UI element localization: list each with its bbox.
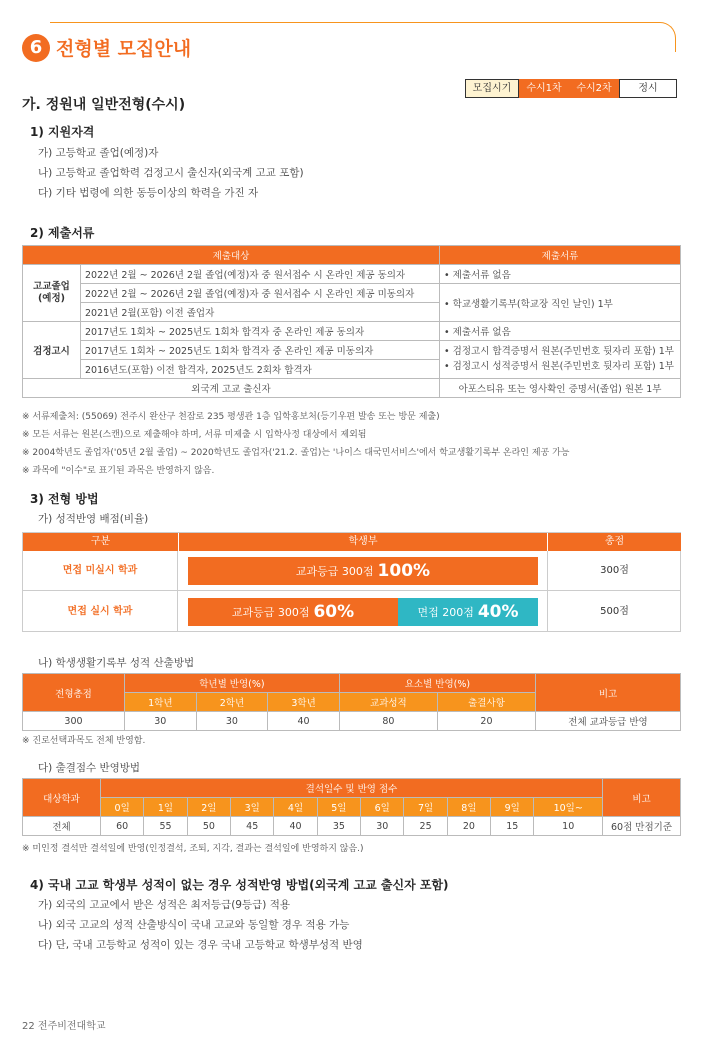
bar-label: 교과등급 300점	[295, 565, 374, 578]
table-header: 2학년	[196, 693, 268, 712]
bar-percent: 100%	[377, 561, 431, 581]
tab-early-1[interactable]: 수시1차	[519, 79, 569, 98]
doc-line: • 검정고시 합격증명서 원본(주민번호 뒷자리 포함) 1부	[444, 346, 674, 358]
table-cell: 10	[534, 817, 603, 836]
table-cell: 2017년도 1회차 ~ 2025년도 1회차 합격자 중 온라인 제공 동의자	[81, 322, 440, 341]
table-cell: 60	[101, 817, 144, 836]
table-cell: 외국계 고교 출신자	[23, 379, 440, 398]
table-cell: 80	[339, 712, 437, 731]
doc-line: • 검정고시 성적증명서 원본(주민번호 뒷자리 포함) 1부	[444, 360, 674, 372]
alloc-header: 학생부	[179, 533, 547, 551]
table-header: 10일~	[534, 798, 603, 817]
table-cell: • 제출서류 없음	[440, 322, 681, 341]
row-label: 면접 실시 학과	[23, 591, 178, 632]
subsection-title: 가) 성적반영 배점(비율)	[38, 513, 149, 525]
table-cell: 55	[144, 817, 187, 836]
note: ※ 모든 서류는 원본(스캔)으로 제출해야 하며, 서류 미제출 시 입학사정 대상에서 제외됨	[22, 430, 367, 440]
table-cell: 30	[125, 712, 197, 731]
score-bar	[188, 598, 398, 626]
group-label: 검정고시	[23, 322, 81, 379]
table-header: 대상학과	[23, 779, 101, 817]
score-bar	[188, 557, 538, 585]
table-cell: 전체 교과등급 반영	[536, 712, 681, 731]
table-cell: • 학교생활기록부(학교장 직인 날인) 1부	[440, 284, 681, 322]
attendance-table	[22, 778, 681, 836]
documents-table	[22, 245, 681, 398]
method-title: 3) 전형 방법	[30, 492, 99, 506]
no-record-item: 나) 외국 고교의 성적 산출방식이 국내 고교와 동일할 경우 적용 가능	[38, 919, 350, 931]
table-cell: 15	[491, 817, 534, 836]
table-header: 7일	[404, 798, 447, 817]
table-cell: 2022년 2월 ~ 2026년 2월 졸업(예정)자 중 원서접수 시 온라인 제공 동의자	[81, 265, 440, 284]
calc-table	[22, 673, 681, 731]
row-total: 300점	[548, 551, 681, 591]
group-label: 고교졸업 (예정)	[23, 265, 81, 322]
table-cell: 2016년도(포함) 이전 합격자, 2025년도 2회차 합격자	[81, 360, 440, 379]
table-cell: 30	[361, 817, 404, 836]
table-header: 2일	[187, 798, 230, 817]
table-header: 비고	[536, 674, 681, 712]
row-label: 면접 미실시 학과	[23, 551, 178, 591]
table-header: 9일	[491, 798, 534, 817]
eligibility-title: 1) 지원자격	[30, 125, 95, 139]
table-header: 1학년	[125, 693, 197, 712]
table-cell: 25	[404, 817, 447, 836]
no-record-item: 가) 외국의 고교에서 받은 성적은 최저등급(9등급) 적용	[38, 899, 290, 911]
bar-percent: 40%	[477, 602, 519, 622]
table-cell: • 제출서류 없음	[440, 265, 681, 284]
table-cell: 20	[447, 817, 490, 836]
table-cell: 전체	[23, 817, 101, 836]
period-tabs	[465, 79, 677, 98]
bar-label: 교과등급 300점	[231, 606, 310, 619]
table-cell: 50	[187, 817, 230, 836]
table-cell: 아포스티유 또는 영사확인 증명서(졸업) 원본 1부	[440, 379, 681, 398]
table-header: 1일	[144, 798, 187, 817]
subsection-title: 다) 출결점수 반영방법	[38, 762, 141, 774]
no-record-title: 4) 국내 고교 학생부 성적이 없는 경우 성적반영 방법(외국계 고교 출신자 포함)	[30, 878, 449, 892]
eligibility-item: 나) 고등학교 졸업학력 검정고시 출신자(외국계 고교 포함)	[38, 167, 304, 179]
table-header: 3일	[231, 798, 274, 817]
table-header: 요소별 반영(%)	[339, 674, 535, 693]
table-cell: 300	[23, 712, 125, 731]
table-cell: 2021년 2월(포함) 이전 졸업자	[81, 303, 440, 322]
tab-period[interactable]: 모집시기	[465, 79, 519, 98]
table-header: 학년별 반영(%)	[125, 674, 340, 693]
documents-title: 2) 제출서류	[30, 226, 95, 240]
table-header: 6일	[361, 798, 404, 817]
eligibility-item: 가) 고등학교 졸업(예정)자	[38, 147, 159, 159]
table-header: 비고	[603, 779, 681, 817]
note: ※ 진로선택과목도 전체 반영함.	[22, 736, 146, 746]
table-header: 제출서류	[440, 246, 681, 265]
table-header: 8일	[447, 798, 490, 817]
bar-cell	[178, 591, 548, 632]
tab-regular[interactable]: 정시	[619, 79, 677, 98]
table-header: 제출대상	[23, 246, 440, 265]
note: ※ 2004학년도 졸업자('05년 2월 졸업) ~ 2020학년도 졸업자('21.2. 졸업)는 '나이스 대국민서비스'에서 학교생활기록부 온라인 제공 가능	[22, 448, 570, 458]
section-title: 전형별 모집안내	[56, 34, 197, 61]
bar-label: 면접 200점	[417, 606, 474, 619]
table-cell: 20	[437, 712, 535, 731]
row-total: 500점	[600, 606, 629, 617]
page-footer: 22 전주비전대학교	[22, 1021, 106, 1032]
table-header: 0일	[101, 798, 144, 817]
table-cell: 30	[196, 712, 268, 731]
table-cell	[440, 341, 681, 379]
table-cell: 60점 만점기준	[603, 817, 681, 836]
table-header: 결석일수 및 반영 점수	[101, 779, 603, 798]
table-cell: 40	[274, 817, 317, 836]
no-record-item: 다) 단, 국내 고등학교 성적이 있는 경우 국내 고등학교 학생부성적 반영	[38, 939, 363, 951]
score-bar	[398, 598, 538, 626]
score-allocation-box	[22, 532, 681, 632]
bar-cell	[178, 551, 548, 591]
eligibility-item: 다) 기타 법령에 의한 동등이상의 학력을 가진 자	[38, 187, 259, 199]
table-cell: 35	[317, 817, 360, 836]
alloc-header: 구분	[23, 533, 178, 551]
tab-early-2[interactable]: 수시2차	[569, 79, 619, 98]
table-header: 전형총점	[23, 674, 125, 712]
table-header: 5일	[317, 798, 360, 817]
table-cell: 2022년 2월 ~ 2026년 2월 졸업(예정)자 중 원서접수 시 온라인 제공 미동의자	[81, 284, 440, 303]
note: ※ 서류제출처: (55069) 전주시 완산구 천잠로 235 평생관 1층 입학홍보처(등기우편 발송 또는 방문 제출)	[22, 412, 440, 422]
subsection-title: 나) 학생생활기록부 성적 산출방법	[38, 657, 195, 669]
table-header: 교과성적	[339, 693, 437, 712]
note: ※ 과목에 "이수"로 표기된 과목은 반영하지 않음.	[22, 466, 215, 476]
table-header: 출결사항	[437, 693, 535, 712]
table-header: 3학년	[268, 693, 340, 712]
table-header: 4일	[274, 798, 317, 817]
bar-percent: 60%	[313, 602, 355, 622]
alloc-header: 총점	[548, 533, 681, 551]
table-cell: 2017년도 1회차 ~ 2025년도 1회차 합격자 중 온라인 제공 미동의자	[81, 341, 440, 360]
section-number-badge: 6	[22, 34, 50, 62]
table-cell: 45	[231, 817, 274, 836]
note: ※ 미인정 결석만 결석일에 반영(인정결석, 조퇴, 지각, 결과는 결석일에 반영하지 않음.)	[22, 844, 364, 854]
table-cell: 40	[268, 712, 340, 731]
main-title: 가. 정원내 일반전형(수시)	[22, 97, 186, 113]
